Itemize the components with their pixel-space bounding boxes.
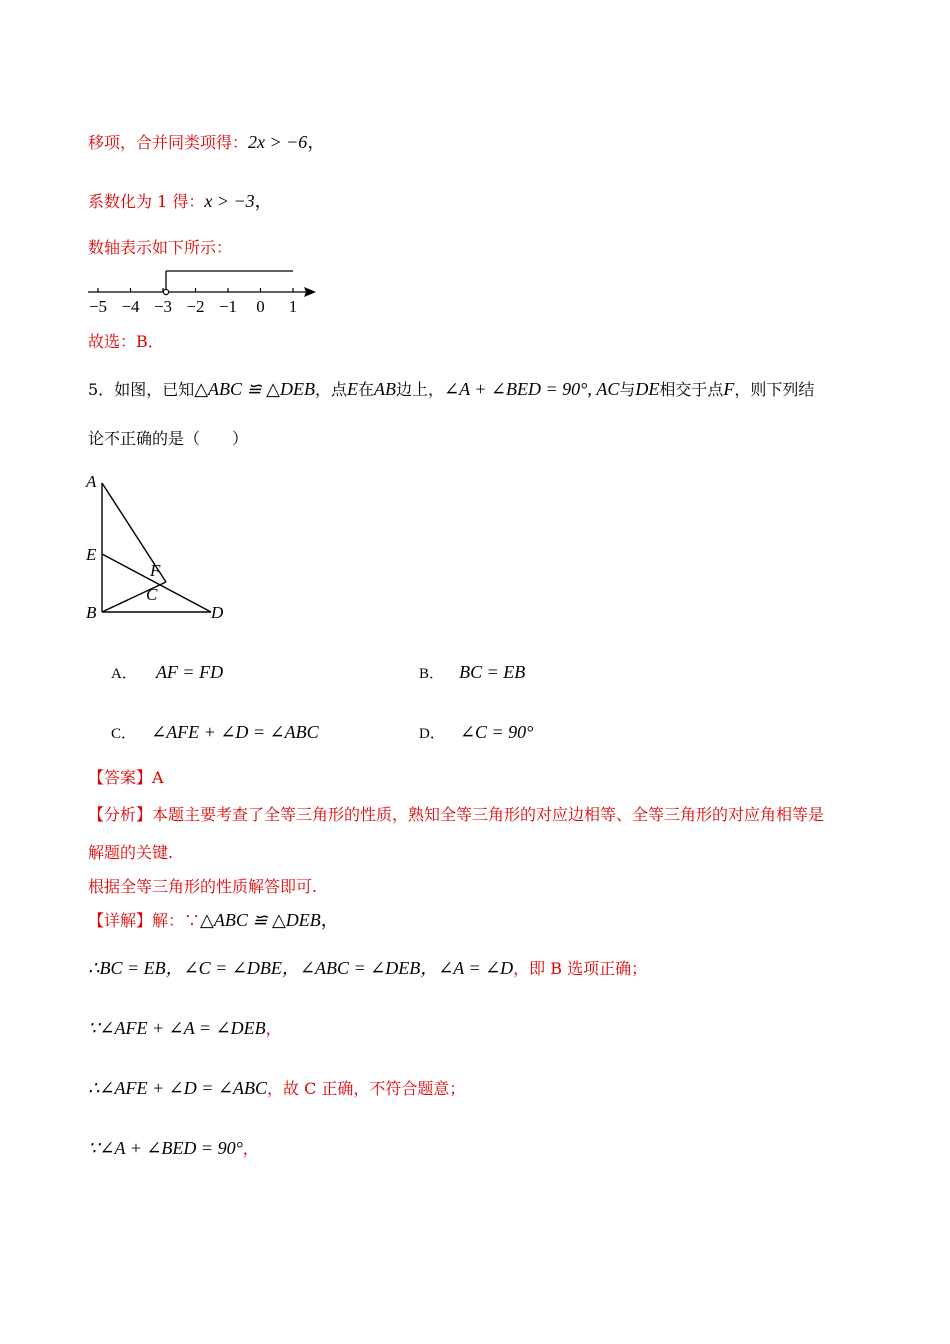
tick-label: −5 (88, 297, 108, 316)
label-c: C (146, 585, 158, 604)
answer-value: A (152, 768, 164, 787)
detail-math: ∵∠A + ∠BED = 90° (88, 1138, 243, 1158)
solution-step-2 (88, 191, 273, 212)
question-text: 相交于点 (659, 380, 724, 399)
answer-tag: 【答案】 (88, 768, 153, 787)
label-a: A (86, 472, 97, 491)
analysis-text: 根据全等三角形的性质解答即可. (88, 877, 318, 896)
option-a[interactable] (111, 662, 223, 684)
detail-tag: 【详解】 (88, 911, 153, 930)
analysis-line-2 (88, 843, 173, 863)
tick-label: 0 (256, 297, 265, 316)
point-f-math: F (723, 379, 735, 399)
tick-label: −1 (218, 297, 238, 316)
question-line-2 (88, 429, 248, 449)
tick-label: −4 (121, 297, 140, 316)
detail-math: △ABC ≌ △DEB (200, 910, 321, 930)
analysis-text: 本题主要考查了全等三角形的性质，熟知全等三角形的对应边相等、全等三角形的对应角相等是 (152, 805, 825, 824)
analysis-tag: 【分析】 (88, 805, 153, 824)
detail-text: ，故 C 正确，不符合题意； (266, 1079, 466, 1098)
detail-punct: ， (320, 910, 339, 930)
detail-line-4 (88, 1138, 259, 1159)
question-text: 如图，已知 (114, 380, 195, 399)
segment-ac-math: AC (596, 379, 620, 399)
number-line-figure (84, 262, 324, 318)
step-math: x > −3 (204, 191, 255, 211)
detail-text: 解：∵ (152, 911, 201, 930)
answer-line (88, 768, 164, 788)
step-text: 数轴表示如下所示： (88, 238, 233, 257)
step-text: 移项，合并同类项得： (88, 133, 249, 152)
option-text: ∠C = 90° (459, 722, 534, 742)
option-label: D． (419, 726, 445, 742)
question-text: 边上， (396, 380, 445, 399)
option-label: A． (111, 666, 137, 682)
detail-line-3 (88, 1078, 465, 1099)
option-text: AF = FD (155, 662, 224, 682)
option-label: B． (419, 666, 445, 682)
question-number: 5． (88, 380, 115, 399)
detail-math: ∴BC = EB，∠C = ∠DBE，∠ABC = ∠DEB，∠A = ∠D (88, 958, 514, 978)
segment-ab-math: AB (374, 379, 396, 399)
solution-step-3 (88, 238, 232, 258)
label-d: D (211, 603, 224, 622)
step-punct: ， (254, 191, 273, 211)
question-line-1 (88, 379, 814, 400)
analysis-line-3 (88, 877, 317, 897)
detail-math: ∴∠AFE + ∠D = ∠ABC (88, 1078, 267, 1098)
detail-text: ， (265, 1019, 282, 1038)
analysis-text: 解题的关键. (88, 843, 174, 862)
step-punct: ， (307, 132, 326, 152)
detail-line-1 (88, 958, 647, 979)
tick-label: −2 (186, 297, 205, 316)
question-text: ，点 (314, 380, 347, 399)
tick-label: 1 (288, 297, 298, 316)
option-b[interactable] (419, 662, 525, 684)
option-text: ∠AFE + ∠D = ∠ABC (151, 722, 319, 742)
option-d[interactable] (419, 722, 533, 744)
triangle-figure (80, 468, 240, 626)
analysis-line-1 (88, 805, 824, 825)
point-e-math: E (346, 379, 358, 399)
solution-step-1 (88, 132, 325, 153)
question-text: 论不正确的是（ ） (88, 429, 249, 448)
solution-step-4 (88, 332, 164, 352)
open-point (163, 289, 168, 294)
label-e: E (86, 545, 97, 564)
question-text: ，则下列结 (734, 380, 815, 399)
question-text: , (587, 379, 597, 399)
detail-math: ∵∠AFE + ∠A = ∠DEB (88, 1018, 266, 1038)
label-b: B (86, 603, 97, 622)
detail-intro (88, 910, 339, 931)
step-math: 2x > −6 (248, 132, 308, 152)
detail-text: ， (242, 1139, 259, 1158)
detail-text: ，即 B 选项正确； (513, 959, 648, 978)
option-label: C． (111, 726, 137, 742)
label-f: F (150, 561, 161, 580)
question-text: 与 (619, 380, 636, 399)
question-text: 在 (357, 380, 374, 399)
tick-label: −3 (153, 297, 173, 316)
option-c[interactable] (111, 722, 319, 744)
option-text: BC = EB (459, 662, 526, 682)
angle-sum-math: ∠A + ∠BED = 90° (444, 379, 588, 399)
step-text: 故选：B． (88, 332, 164, 351)
segment-de-math: DE (635, 379, 660, 399)
detail-line-2 (88, 1018, 282, 1039)
step-text: 系数化为 1 得： (88, 192, 205, 211)
congruence-math: △ABC ≌ △DEB (194, 379, 315, 399)
